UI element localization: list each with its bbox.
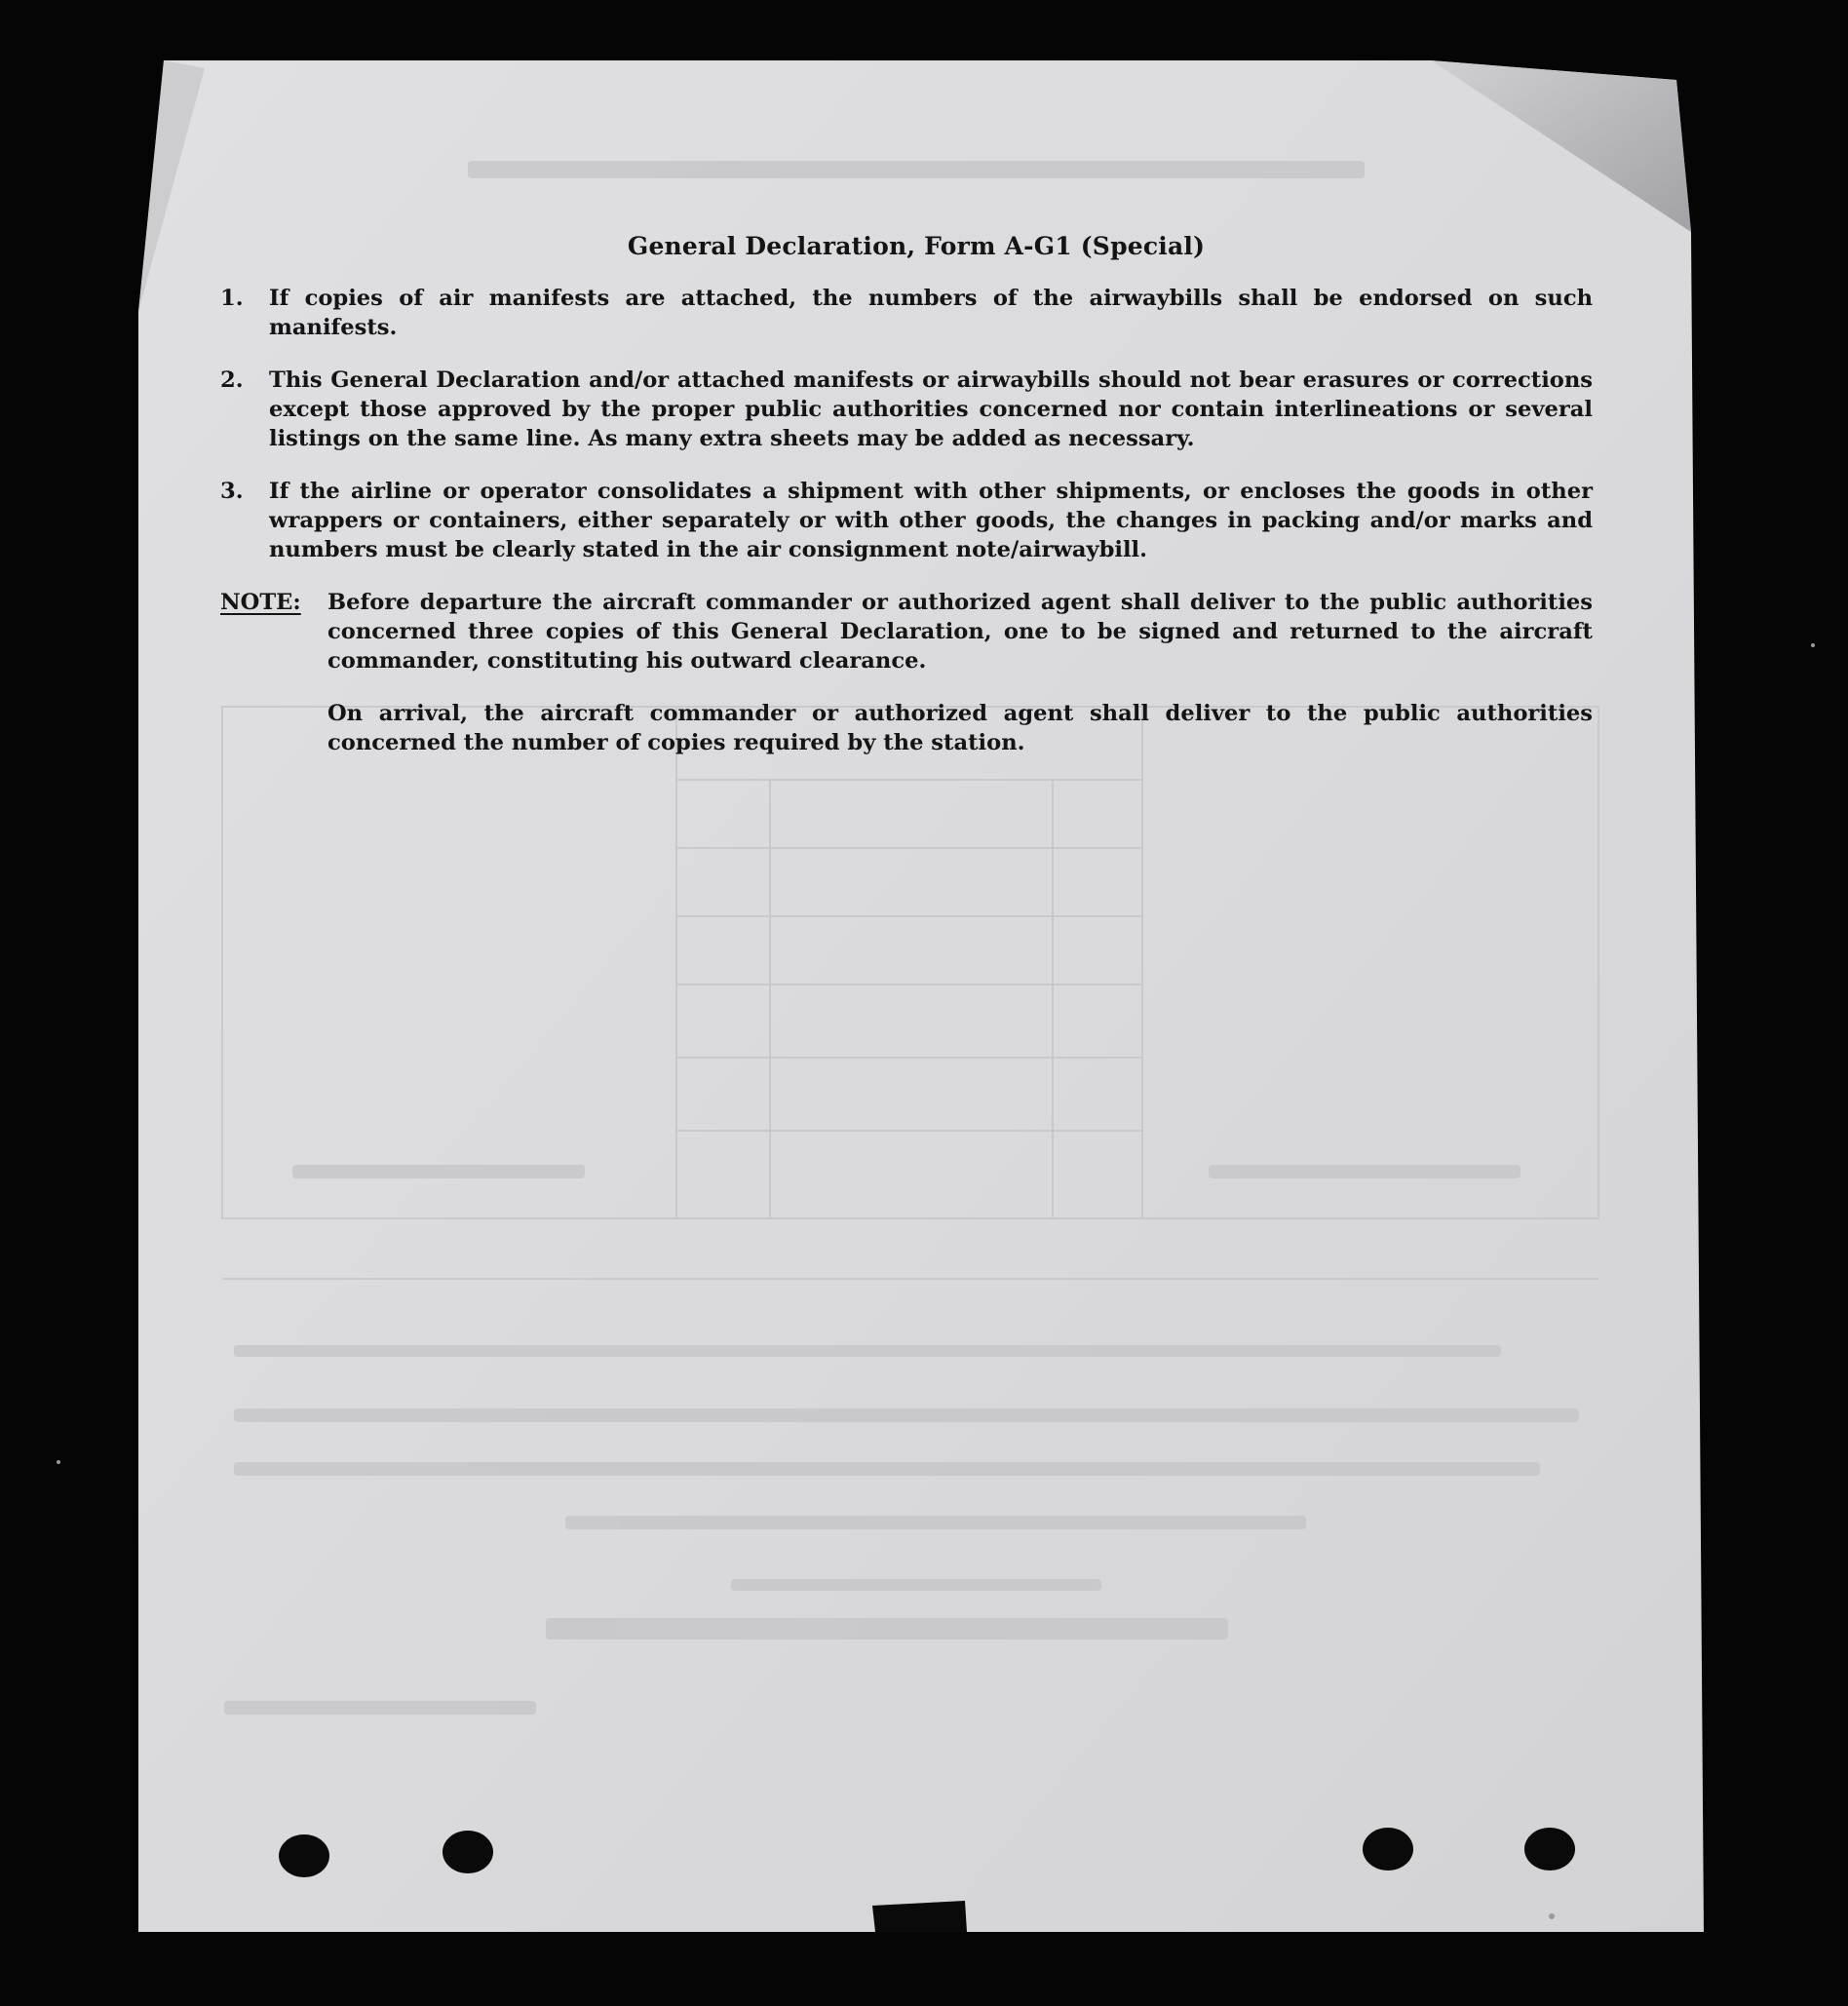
instruction-item-2	[220, 366, 1593, 453]
note-body	[327, 588, 1593, 781]
item-text: If copies of air manifests are attached, the numbers of the airwaybills shall be endorsed on such manifests.	[269, 286, 1593, 340]
punch-hole	[279, 1834, 329, 1877]
bottom-notch	[872, 1901, 967, 1932]
punch-hole	[1524, 1828, 1575, 1871]
item-text: If the airline or operator consolidates a shipment with other shipments, or encloses the goods in other wrappers or containers, either separately or with other goods, the changes in packing and/or marks and numbers must be clearly stated in the air consignment note/airwaybill.	[269, 479, 1593, 562]
declaration-instructions	[220, 232, 1593, 781]
punch-hole	[443, 1831, 493, 1873]
item-number: 1.	[220, 286, 244, 311]
instruction-item-3	[220, 477, 1593, 564]
note-label: NOTE:	[220, 590, 301, 615]
note-paragraph: On arrival, the aircraft commander or authorized agent shall deliver to the public authorities concerned the number of copies required by the station.	[327, 701, 1593, 755]
note-section	[220, 588, 1593, 781]
punch-hole	[1363, 1828, 1413, 1871]
instruction-item-1	[220, 284, 1593, 342]
item-number: 2.	[220, 367, 244, 393]
item-number: 3.	[220, 479, 244, 504]
note-paragraph: Before departure the aircraft commander or authorized agent shall deliver to the public authorities concerned three copies of this General Declaration, one to be signed and returned to the aircraft commander, constituting his outward clearance.	[327, 590, 1593, 674]
item-text: This General Declaration and/or attached manifests or airwaybills should not bear erasures or corrections except those approved by the proper public authorities concerned nor contain interlineations or several listings on the same line. As many extra sheets may be added as necessary.	[269, 367, 1593, 451]
form-title: General Declaration, Form A-G1 (Special)	[627, 232, 1206, 260]
